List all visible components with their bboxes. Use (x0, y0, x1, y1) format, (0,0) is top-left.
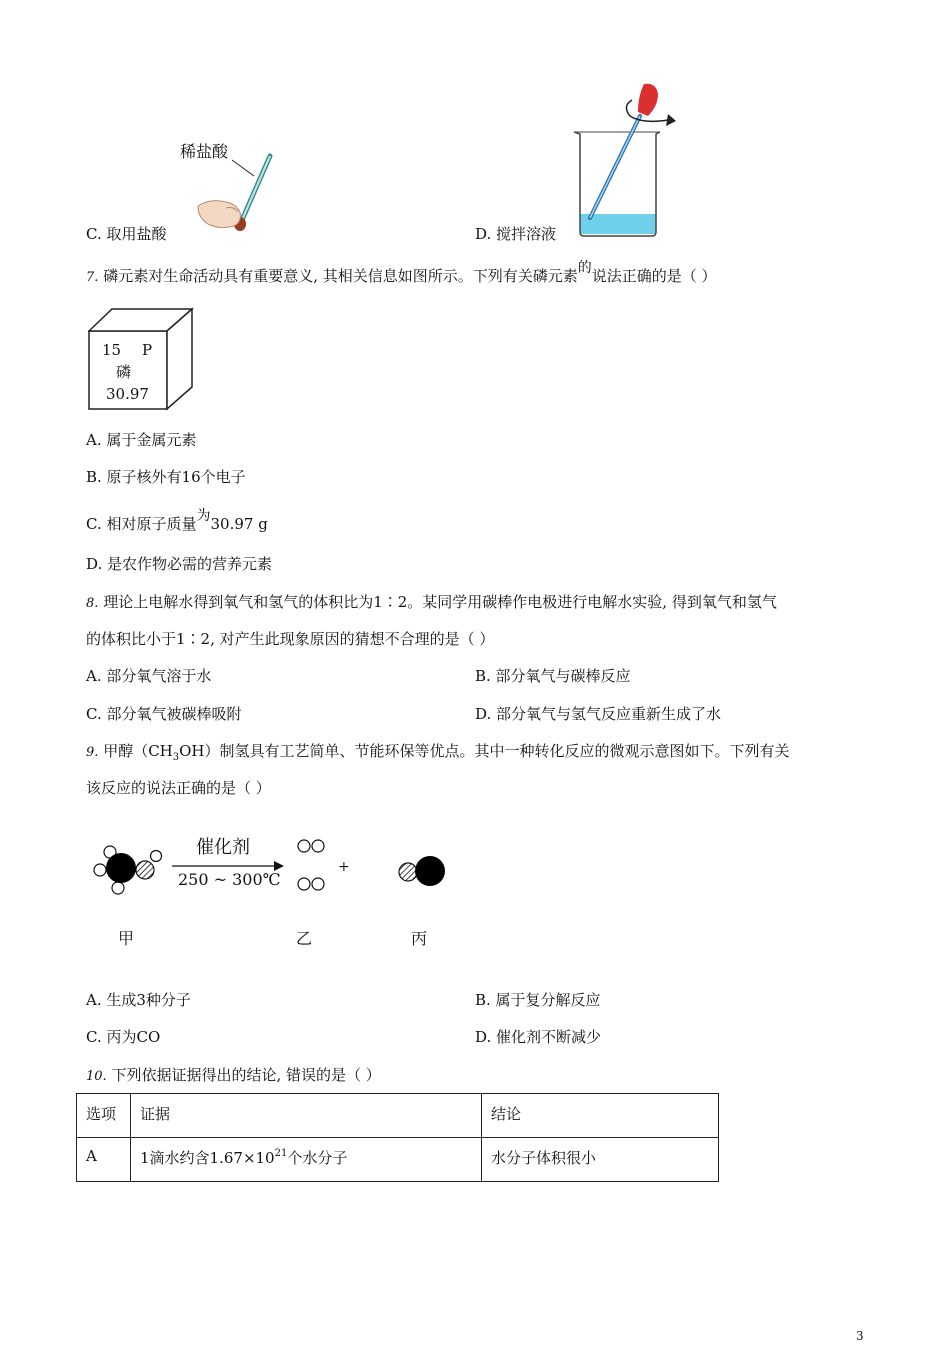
question-7-stem (86, 260, 717, 288)
methanol-molecule (94, 846, 162, 894)
plus-sign: + (338, 859, 350, 875)
dilute-hcl-tag: 稀盐酸 (180, 142, 229, 161)
question-9-line-1 (86, 741, 790, 764)
option-8d: D. 部分氧气与氢气反应重新生成了水 (475, 705, 722, 723)
question-7-text-raised: 的 (577, 260, 592, 276)
question-9-text-pre: 甲醇（CH (103, 742, 173, 760)
element-atomic-mass: 30.97 (106, 385, 149, 403)
question-7-text-b: 说法正确的是（ ） (591, 267, 717, 285)
option-8b: B. 部分氧气与碳棒反应 (475, 667, 631, 685)
option-6d: D. 搅拌溶液 (475, 225, 557, 243)
beaker-stirring-illustration (568, 76, 686, 240)
row-a-evidence (131, 1138, 482, 1182)
question-10-stem (86, 1065, 381, 1087)
question-7-text-a: 磷元素对生命活动具有重要意义, 其相关信息如图所示。下列有关磷元素 (103, 267, 578, 285)
table-row (77, 1138, 719, 1182)
row-a-conclusion: 水分子体积很小 (482, 1138, 719, 1182)
page-number: 3 (856, 1329, 864, 1343)
question-9-number: 9. (86, 745, 99, 760)
label-bing: 丙 (411, 929, 428, 948)
option-7b: B. 原子核外有16个电子 (86, 468, 246, 486)
evidence-table (76, 1093, 719, 1182)
option-7c-pre: C. 相对原子质量 (86, 515, 197, 533)
row-a-option: A (77, 1138, 131, 1182)
element-name: 磷 (116, 363, 132, 381)
option-7c-raised: 为 (196, 508, 211, 524)
option-7c-post: 30.97 g (210, 515, 268, 533)
question-8-number: 8. (86, 596, 99, 611)
element-atomic-number: 15 (102, 341, 122, 359)
question-7-number: 7. (86, 270, 99, 285)
header-conclusion: 结论 (482, 1094, 719, 1138)
option-7d: D. 是农作物必需的营养元素 (86, 555, 273, 573)
question-9-line-2: 该反应的说法正确的是（ ） (86, 779, 271, 797)
question-10-text: 下列依据证据得出的结论, 错误的是（ ） (111, 1066, 381, 1084)
table-header-row (77, 1094, 719, 1138)
option-6c: C. 取用盐酸 (86, 225, 167, 243)
option-9d: D. 催化剂不断减少 (475, 1028, 602, 1046)
row-a-evidence-post: 个水分子 (287, 1149, 348, 1167)
label-yi: 乙 (296, 929, 313, 948)
question-10-number: 10. (86, 1069, 107, 1084)
row-a-evidence-pre: 1滴水约含1.67×10 (140, 1149, 275, 1167)
option-9a: A. 生成3种分子 (86, 991, 191, 1009)
catalyst-label: 催化剂 (196, 837, 250, 858)
option-8c: C. 部分氧气被碳棒吸附 (86, 705, 242, 723)
label-jia: 甲 (118, 929, 135, 948)
question-8-line-1 (86, 592, 777, 614)
option-7c (86, 508, 268, 535)
header-evidence: 证据 (131, 1094, 482, 1138)
question-9-text-post: OH）制氢具有工艺简单、节能环保等优点。其中一种转化反应的微观示意图如下。下列有关 (179, 742, 790, 760)
option-7a: A. 属于金属元素 (86, 431, 197, 449)
element-symbol: P (142, 341, 153, 359)
question-9-subscript: 3 (172, 752, 180, 763)
question-8-line-2: 的体积比小于1∶2, 对产生此现象原因的猜想不合理的是（ ） (86, 630, 495, 648)
temperature-label: 250 ~ 300℃ (178, 870, 281, 889)
question-8-text-1: 理论上电解水得到氧气和氢气的体积比为1∶2。某同学用碳棒作电极进行电解水实验, 得到氧气和氢气 (103, 593, 777, 611)
option-9c: C. 丙为CO (86, 1028, 161, 1046)
row-a-evidence-sup: 21 (274, 1148, 288, 1159)
option-8a: A. 部分氧气溶于水 (86, 667, 212, 685)
header-option: 选项 (77, 1094, 131, 1138)
hydrogen-molecules (298, 840, 324, 890)
carbon-monoxide-molecule (399, 856, 445, 886)
option-9b: B. 属于复分解反应 (475, 991, 601, 1009)
